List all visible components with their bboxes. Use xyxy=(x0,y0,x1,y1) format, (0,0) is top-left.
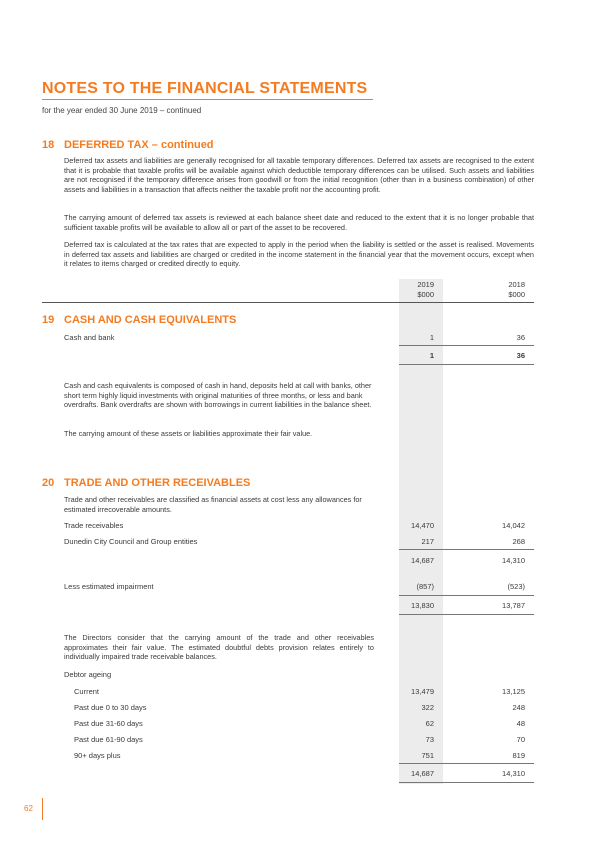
impairment-2019: (857) xyxy=(416,582,434,591)
table-row-label: Cash and bank xyxy=(64,333,115,342)
total-2018: 13,787 xyxy=(502,601,525,610)
title-underline xyxy=(42,99,373,100)
ageing-total-rule-top xyxy=(399,763,534,764)
total-rule-top xyxy=(399,345,534,346)
table-cell-2018: 14,042 xyxy=(502,521,525,530)
total-2019: 1 xyxy=(429,351,434,360)
list-item-label: Current xyxy=(74,687,100,696)
note-19-title: CASH AND CASH EQUIVALENTS xyxy=(64,314,237,326)
list-item-label: Past due 61-90 days xyxy=(74,735,143,744)
list-item-2018: 70 xyxy=(516,735,525,744)
note-20-number: 20 xyxy=(42,477,55,489)
table-row-label: Trade receivables xyxy=(64,521,124,530)
ageing-total-2019: 14,687 xyxy=(411,769,434,778)
ageing-total-rule-bottom xyxy=(399,782,534,783)
column-unit-2019: $000 xyxy=(417,290,434,299)
note-18-paragraph-2: The carrying amount of deferred tax assets is reviewed at each balance sheet date and reduced to the extent that it is no longer probable that sufficient taxable profits will be available to allow all or part of the asset to be recovered. xyxy=(64,213,534,232)
impairment-2018: (523) xyxy=(507,582,525,591)
table-cell-2018: 268 xyxy=(512,537,525,546)
note-19-number: 19 xyxy=(42,314,55,326)
note-20-paragraph-1: The Directors consider that the carrying amount of the trade and other receivables approximates their fair value. The estimated doubtful debts provision relates entirely to individually impaired trade receivable balances. xyxy=(64,633,374,662)
debtor-ageing-label: Debtor ageing xyxy=(64,670,112,679)
page-number-divider xyxy=(42,798,43,820)
column-header-2019: 2019 xyxy=(417,280,434,289)
table-row-label: Dunedin City Council and Group entities xyxy=(64,537,198,546)
total-2019: 13,830 xyxy=(411,601,434,610)
table-cell-2019: 1 xyxy=(429,333,434,342)
table-cell-2018: 36 xyxy=(516,333,525,342)
list-item-2018: 248 xyxy=(512,703,525,712)
note-18-paragraph-3: Deferred tax is calculated at the tax rates that are expected to apply in the period when the liability is settled or the asset is realised. Movements in deferred tax assets and liabilities are charged or credited in the income statement in the financial year that the movement occurs, except when it relates to items charged or credited directly to equity. xyxy=(64,240,534,269)
column-header-rule xyxy=(42,302,534,303)
page-subtitle: for the year ended 30 June 2019 – continued xyxy=(42,106,202,115)
list-item-label: Past due 0 to 30 days xyxy=(74,703,147,712)
list-item-2018: 13,125 xyxy=(502,687,525,696)
note-20-intro: Trade and other receivables are classified as financial assets at cost less any allowances for estimated irrecoverable amounts. xyxy=(64,495,362,514)
total-rule-bottom xyxy=(399,614,534,615)
subtotal-2019: 14,687 xyxy=(411,556,434,565)
list-item-2019: 62 xyxy=(425,719,434,728)
ageing-total-2018: 14,310 xyxy=(502,769,525,778)
list-item-label: 90+ days plus xyxy=(74,751,121,760)
note-18-number: 18 xyxy=(42,139,55,151)
total-rule-top xyxy=(399,595,534,596)
subtotal-2018: 14,310 xyxy=(502,556,525,565)
table-cell-2019: 14,470 xyxy=(411,521,434,530)
note-19-paragraph-1: Cash and cash equivalents is composed of cash in hand, deposits held at call with banks, other short term highly liquid investments with original maturities of three months, or less and bank overdrafts. Bank overdrafts are shown with borrowings in current liabilities in the balance sheet. xyxy=(64,381,372,410)
note-18-paragraph-1: Deferred tax assets and liabilities are generally recognised for all taxable temporary differences. Deferred tax assets are recognised to the extent that it is probable that taxable profits will be available against which deductible temporary differences can be utilised. Such assets and liabilities are not recognised if the temporary difference arises from goodwill or from the initial recognition (other than in a business combination) of other assets and liabilities in a transaction that affects neither the taxable profit nor the accounting profit. xyxy=(64,156,534,194)
list-item-label: Past due 31-60 days xyxy=(74,719,143,728)
note-20-title: TRADE AND OTHER RECEIVABLES xyxy=(64,477,251,489)
column-unit-2018: $000 xyxy=(508,290,525,299)
note-18-title: DEFERRED TAX – continued xyxy=(64,139,214,151)
note-19-paragraph-2: The carrying amount of these assets or liabilities approximate their fair value. xyxy=(64,429,313,438)
page-number: 62 xyxy=(24,804,33,813)
page-title: NOTES TO THE FINANCIAL STATEMENTS xyxy=(42,80,368,97)
total-2018: 36 xyxy=(516,351,525,360)
subtotal-rule xyxy=(399,549,534,550)
list-item-2018: 48 xyxy=(516,719,525,728)
column-header-2018: 2018 xyxy=(508,280,525,289)
list-item-2019: 73 xyxy=(425,735,434,744)
table-cell-2019: 217 xyxy=(421,537,434,546)
impairment-label: Less estimated impairment xyxy=(64,582,154,591)
list-item-2019: 13,479 xyxy=(411,687,434,696)
total-rule-bottom xyxy=(399,364,534,365)
list-item-2018: 819 xyxy=(512,751,525,760)
list-item-2019: 751 xyxy=(421,751,434,760)
list-item-2019: 322 xyxy=(421,703,434,712)
